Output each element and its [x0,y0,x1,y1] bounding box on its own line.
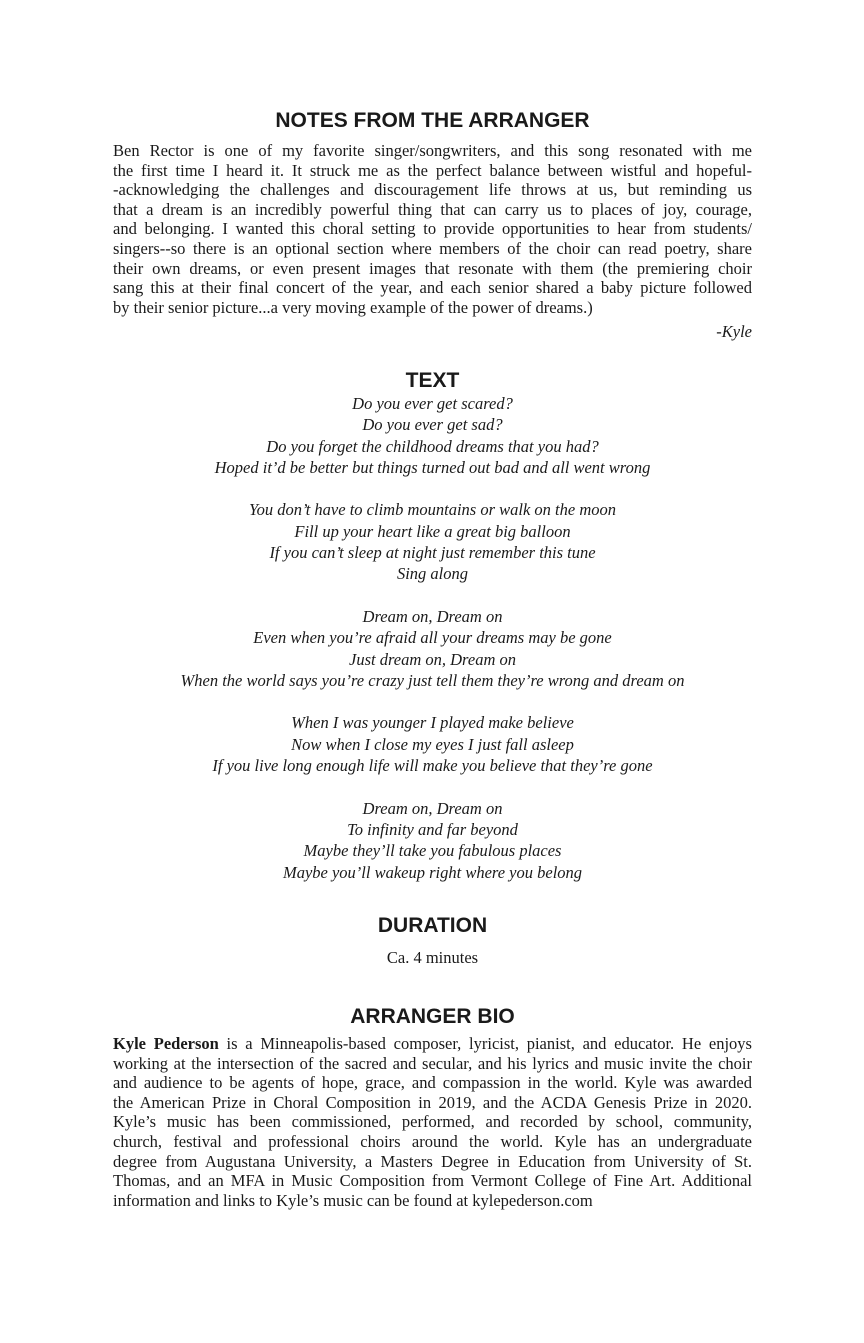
lyric-line: Dream on, Dream on [362,606,503,626]
text-heading: TEXT [405,369,460,392]
bio-line: information and links to Kyle’s music can be found at kylepederson.com [113,1190,593,1210]
notes-line: by their senior picture...a very moving example of the power of dreams.) [113,297,593,317]
notes-line: their own dreams, or even present images that resonate with them (the premiering choir [113,258,752,278]
lyric-line: Sing along [396,564,469,584]
lyric-line: If you live long enough life will make you believe that they’re gone [212,756,653,776]
notes-line: -acknowledging the challenges and discouragement life throws at us, but reminding us [113,180,752,200]
notes-line: sang this at their final concert of the year, and each senior shared a baby picture followed [113,278,752,298]
lyric-line: When I was younger I played make believe [291,713,574,733]
bio-line: degree from Augustana University, a Masters Degree in Education from University of St. [113,1151,752,1171]
bio-heading: ARRANGER BIO [350,1005,515,1028]
lyric-line: Maybe they’ll take you fabulous places [303,841,562,861]
lyric-line: Hoped it’d be better but things turned out bad and all went wrong [214,457,651,477]
lyric-line: Fill up your heart like a great big balloon [294,521,571,541]
lyric-line: Do you forget the childhood dreams that you had? [266,436,599,456]
lyrics-block [113,393,752,904]
lyrics-stanza [113,712,752,776]
duration-value: Ca. 4 minutes [386,948,479,967]
bio-line: Kyle’s music has been commissioned, performed, and recorded by school, community, [113,1112,752,1132]
notes-line: the first time I heard it. It struck me as the perfect balance between wistful and hopeful- [113,160,752,180]
lyrics-stanza [113,798,752,883]
lyric-line: Now when I close my eyes I just fall asleep [291,734,574,754]
bio-line: the American Prize in Choral Composition in 2019, and the ACDA Genesis Prize in 2020. [113,1092,752,1112]
notes-heading: NOTES FROM THE ARRANGER [275,109,590,132]
notes-line: Ben Rector is one of my favorite singer/songwriters, and this song resonated with me [113,141,752,160]
lyric-line: Dream on, Dream on [362,798,503,818]
duration-heading: DURATION [377,914,488,937]
notes-line: singers--so there is an optional section where members of the choir can read poetry, share [113,238,752,258]
lyric-line: Do you ever get sad? [362,415,503,435]
lyric-line: If you can’t sleep at night just remember this tune [269,543,596,563]
bio-line: church, festival and professional choirs around the world. Kyle has an undergraduate [113,1131,752,1151]
lyrics-stanza [113,393,752,478]
bio-line: and audience to be agents of hope, grace, and compassion in the world. Kyle was awarded [113,1073,752,1093]
lyric-line: When the world says you’re crazy just tell them they’re wrong and dream on [180,670,685,690]
bio-line [113,1034,752,1054]
lyric-line: Even when you’re afraid all your dreams may be gone [253,628,612,648]
bio-line: Thomas, and an MFA in Music Composition from Vermont College of Fine Art. Additional [113,1171,752,1191]
lyric-line: Maybe you’ll wakeup right where you belong [282,862,583,882]
bio-line: working at the intersection of the sacred and secular, and his lyrics and music invite the choir [113,1053,752,1073]
bio-name: Kyle Pederson [113,1034,219,1053]
notes-line: that a dream is an incredibly powerful thing that can carry us to places of joy, courage, [113,199,752,219]
notes-signature: -Kyle [716,322,752,341]
lyrics-stanza [113,606,752,691]
lyric-line: Do you ever get scared? [352,394,513,413]
lyric-line: You don’t have to climb mountains or walk on the moon [249,500,616,520]
arranger-bio-paragraph [113,1034,752,1210]
lyric-line: To infinity and far beyond [347,819,518,839]
lyric-line: Just dream on, Dream on [349,649,516,669]
lyrics-stanza [113,499,752,584]
arranger-notes-paragraph [113,141,752,317]
bio-first-line-text: is a Minneapolis-based composer, lyricist, pianist, and educator. He enjoys [218,1034,752,1053]
notes-line: and belonging. I wanted this choral setting to provide opportunities to hear from students/ [113,219,752,239]
